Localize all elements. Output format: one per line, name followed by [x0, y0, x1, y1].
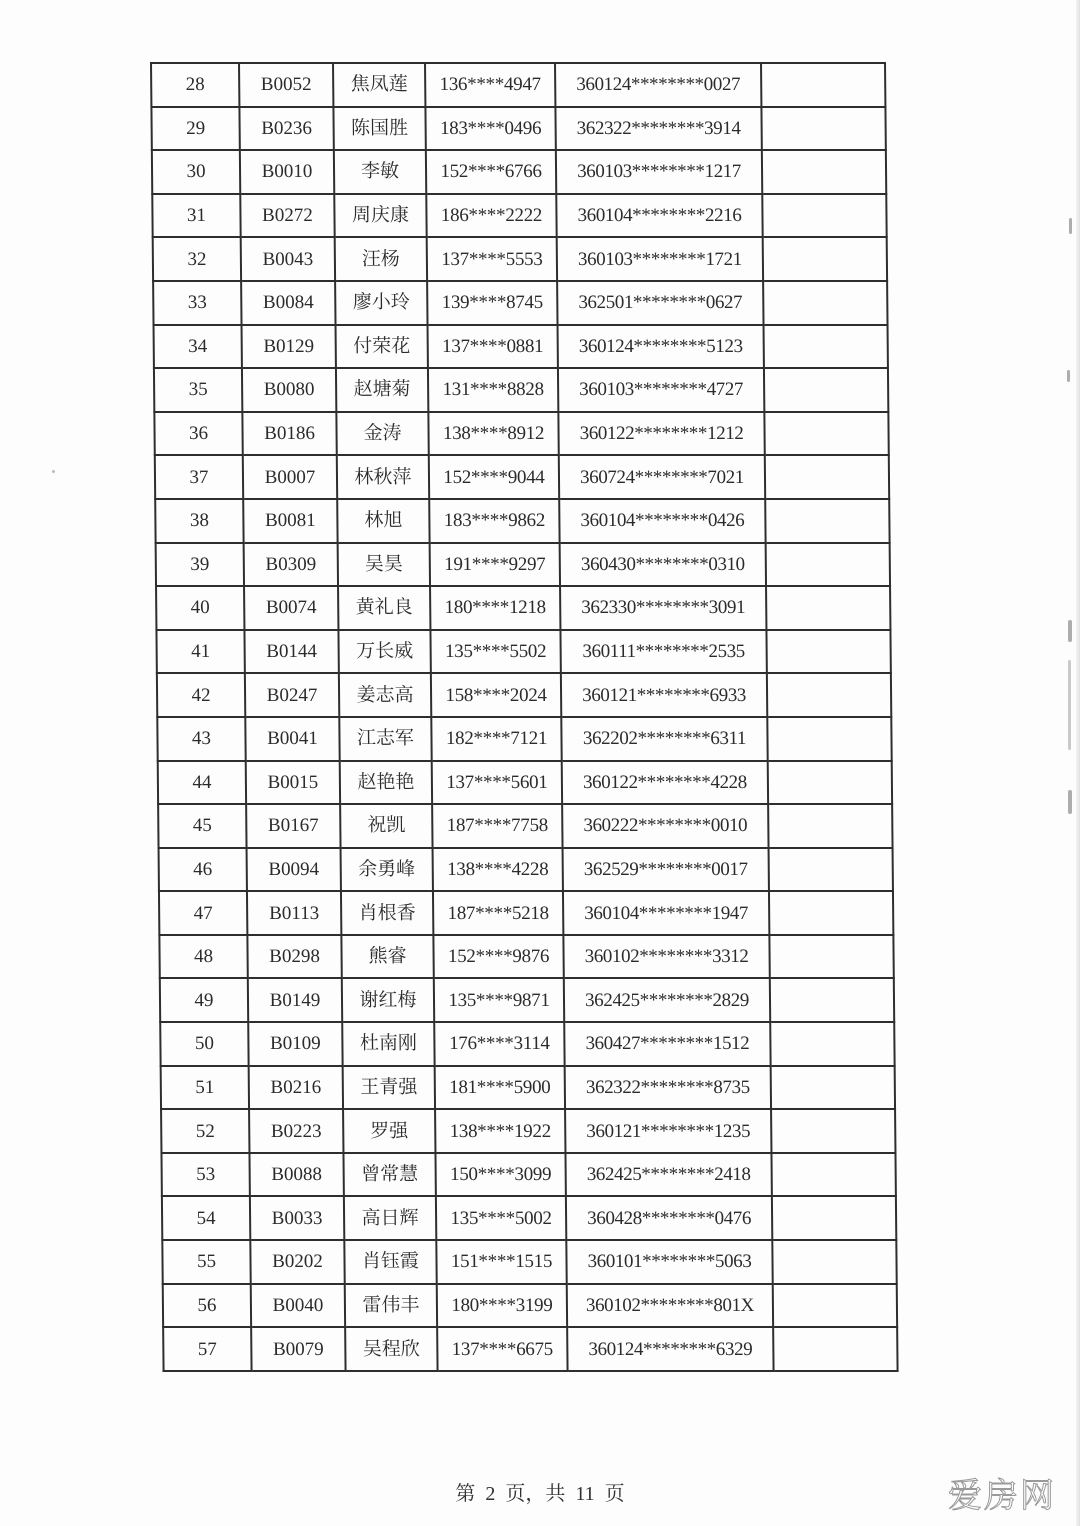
table-row: [154, 325, 888, 369]
applicant-code-cell: B0309: [244, 543, 338, 587]
applicant-code-cell: B0109: [248, 1022, 342, 1066]
scan-speck: [52, 470, 55, 473]
phone-number-cell: 187****5218: [433, 891, 563, 935]
applicant-code-cell: B0144: [244, 630, 338, 674]
table-row: [162, 1240, 896, 1284]
row-number-cell: 31: [152, 194, 240, 238]
row-number-cell: 37: [155, 455, 243, 499]
row-number-cell: 49: [160, 978, 248, 1022]
note-cell: [771, 1153, 895, 1197]
phone-number-cell: 137****6675: [437, 1327, 567, 1371]
note-cell: [761, 107, 885, 151]
applicant-name-cell: 汪杨: [335, 237, 427, 281]
applicant-name-cell: 吴昊: [338, 543, 430, 587]
total-pages-number: 11: [575, 1483, 595, 1505]
applicant-code-cell: B0247: [245, 673, 339, 717]
note-cell: [763, 281, 887, 325]
scan-edge-mark: [1067, 370, 1070, 382]
table-row: [158, 761, 892, 805]
applicant-name-cell: 杜南刚: [342, 1022, 434, 1066]
note-cell: [765, 455, 889, 499]
applicant-code-cell: B0041: [245, 717, 339, 761]
note-cell: [762, 194, 886, 238]
page-label-suffix: 页: [604, 1483, 625, 1505]
applicant-code-cell: B0298: [247, 935, 341, 979]
phone-number-cell: 137****5553: [427, 237, 557, 281]
row-number-cell: 56: [163, 1284, 251, 1328]
table-row: [154, 368, 888, 412]
applicant-name-cell: 罗强: [343, 1109, 435, 1153]
applicant-name-cell: 李敏: [334, 150, 426, 194]
roster-table-body: [151, 63, 898, 1371]
id-number-cell: 360124********0027: [555, 63, 761, 107]
applicant-code-cell: B0186: [242, 412, 336, 456]
applicant-code-cell: B0236: [239, 107, 333, 151]
applicant-name-cell: 金涛: [336, 412, 428, 456]
phone-number-cell: 138****8912: [428, 412, 558, 456]
applicant-code-cell: B0272: [240, 194, 334, 238]
note-cell: [767, 717, 891, 761]
applicant-code-cell: B0216: [249, 1066, 343, 1110]
row-number-cell: 35: [154, 368, 242, 412]
table-row: [157, 717, 891, 761]
phone-number-cell: 151****1515: [436, 1240, 566, 1284]
row-number-cell: 28: [151, 63, 239, 107]
phone-number-cell: 187****7758: [432, 804, 562, 848]
applicant-name-cell: 江志军: [339, 717, 431, 761]
id-number-cell: 362425********2418: [565, 1153, 771, 1197]
id-number-cell: 360103********1217: [556, 150, 762, 194]
applicant-code-cell: B0015: [246, 761, 340, 805]
applicant-name-cell: 肖根香: [341, 891, 433, 935]
phone-number-cell: 191****9297: [430, 543, 560, 587]
table-row: [163, 1284, 897, 1328]
applicant-name-cell: 焦凤莲: [333, 63, 425, 107]
scan-edge-mark: [1068, 790, 1072, 814]
table-row: [161, 1153, 895, 1197]
id-number-cell: 360724********7021: [559, 455, 765, 499]
row-number-cell: 29: [151, 107, 239, 151]
id-number-cell: 360122********4228: [562, 761, 768, 805]
table-row: [157, 673, 891, 717]
page-label-mid: 页，共: [505, 1483, 566, 1505]
table-row: [162, 1196, 896, 1240]
table-row: [151, 63, 885, 107]
applicant-name-cell: 吴程欣: [345, 1327, 437, 1371]
row-number-cell: 45: [158, 804, 246, 848]
row-number-cell: 32: [153, 237, 241, 281]
applicant-name-cell: 付荣花: [336, 325, 428, 369]
table-row: [152, 194, 886, 238]
applicant-name-cell: 万长威: [338, 630, 430, 674]
table-row: [153, 237, 887, 281]
id-number-cell: 362322********8735: [565, 1066, 771, 1110]
note-cell: [766, 543, 890, 587]
page-edge-shadow: [1076, 0, 1080, 1526]
id-number-cell: 360102********3312: [563, 935, 769, 979]
row-number-cell: 41: [156, 630, 244, 674]
site-watermark: 爱房网: [948, 1476, 1056, 1516]
note-cell: [769, 891, 893, 935]
note-cell: [768, 761, 892, 805]
row-number-cell: 44: [158, 761, 246, 805]
applicant-name-cell: 陈国胜: [333, 107, 425, 151]
id-number-cell: 360222********0010: [562, 804, 768, 848]
applicant-code-cell: B0088: [249, 1153, 343, 1197]
applicant-code-cell: B0149: [248, 978, 342, 1022]
scan-edge-mark: [1068, 620, 1072, 642]
applicant-code-cell: B0080: [242, 368, 336, 412]
phone-number-cell: 137****5601: [432, 761, 562, 805]
note-cell: [773, 1327, 897, 1371]
applicant-name-cell: 高日辉: [344, 1196, 436, 1240]
page-footer: [0, 1477, 1080, 1506]
row-number-cell: 48: [159, 935, 247, 979]
note-cell: [764, 412, 888, 456]
applicant-name-cell: 王青强: [343, 1066, 435, 1110]
table-row: [159, 848, 893, 892]
phone-number-cell: 152****9876: [433, 935, 563, 979]
applicant-code-cell: B0040: [251, 1284, 345, 1328]
note-cell: [764, 368, 888, 412]
roster-table: [150, 62, 899, 1372]
applicant-name-cell: 肖钰霞: [344, 1240, 436, 1284]
id-number-cell: 362425********2829: [564, 978, 770, 1022]
table-row: [163, 1327, 897, 1371]
row-number-cell: 51: [161, 1066, 249, 1110]
id-number-cell: 360124********5123: [558, 325, 764, 369]
row-number-cell: 46: [159, 848, 247, 892]
page-label-prefix: 第: [455, 1483, 476, 1505]
row-number-cell: 40: [156, 586, 244, 630]
phone-number-cell: 138****1922: [435, 1109, 565, 1153]
applicant-name-cell: 赵塘菊: [336, 368, 428, 412]
row-number-cell: 42: [157, 673, 245, 717]
row-number-cell: 43: [157, 717, 245, 761]
note-cell: [771, 1109, 895, 1153]
table-row: [155, 499, 889, 543]
row-number-cell: 53: [161, 1153, 249, 1197]
scan-edge-mark: [1068, 660, 1071, 750]
note-cell: [772, 1196, 896, 1240]
applicant-code-cell: B0010: [240, 150, 334, 194]
phone-number-cell: 181****5900: [435, 1066, 565, 1110]
row-number-cell: 54: [162, 1196, 250, 1240]
applicant-name-cell: 祝凯: [340, 804, 432, 848]
note-cell: [769, 848, 893, 892]
id-number-cell: 362330********3091: [560, 586, 766, 630]
applicant-code-cell: B0043: [241, 237, 335, 281]
phone-number-cell: 138****4228: [433, 848, 563, 892]
applicant-code-cell: B0094: [247, 848, 341, 892]
phone-number-cell: 136****4947: [425, 63, 555, 107]
note-cell: [767, 673, 891, 717]
note-cell: [766, 586, 890, 630]
applicant-name-cell: 谢红梅: [342, 978, 434, 1022]
applicant-code-cell: B0081: [243, 499, 337, 543]
applicant-code-cell: B0167: [246, 804, 340, 848]
id-number-cell: 360104********1947: [563, 891, 769, 935]
table-row: [155, 455, 889, 499]
table-row: [156, 630, 890, 674]
applicant-name-cell: 林旭: [337, 499, 429, 543]
id-number-cell: 360102********801X: [567, 1284, 773, 1328]
phone-number-cell: 183****9862: [429, 499, 559, 543]
applicant-code-cell: B0113: [247, 891, 341, 935]
table-row: [158, 804, 892, 848]
id-number-cell: 362322********3914: [555, 107, 761, 151]
id-number-cell: 362202********6311: [561, 717, 767, 761]
table-row: [154, 412, 888, 456]
applicant-name-cell: 赵艳艳: [340, 761, 432, 805]
id-number-cell: 360428********0476: [566, 1196, 772, 1240]
phone-number-cell: 182****7121: [431, 717, 561, 761]
phone-number-cell: 152****9044: [429, 455, 559, 499]
note-cell: [766, 630, 890, 674]
applicant-name-cell: 曾常慧: [343, 1153, 435, 1197]
phone-number-cell: 150****3099: [435, 1153, 565, 1197]
note-cell: [763, 237, 887, 281]
applicant-code-cell: B0007: [243, 455, 337, 499]
note-cell: [764, 325, 888, 369]
note-cell: [765, 499, 889, 543]
id-number-cell: 360427********1512: [564, 1022, 770, 1066]
note-cell: [770, 1022, 894, 1066]
id-number-cell: 360121********6933: [561, 673, 767, 717]
phone-number-cell: 176****3114: [434, 1022, 564, 1066]
applicant-code-cell: B0223: [249, 1109, 343, 1153]
applicant-name-cell: 廖小玲: [335, 281, 427, 325]
roster-table-container: [150, 62, 899, 1372]
phone-number-cell: 137****0881: [428, 325, 558, 369]
phone-number-cell: 158****2024: [431, 673, 561, 717]
table-row: [159, 935, 893, 979]
note-cell: [769, 935, 893, 979]
note-cell: [768, 804, 892, 848]
applicant-name-cell: 林秋萍: [337, 455, 429, 499]
table-row: [161, 1109, 895, 1153]
row-number-cell: 30: [152, 150, 240, 194]
id-number-cell: 360104********2216: [556, 194, 762, 238]
table-row: [156, 543, 890, 587]
phone-number-cell: 139****8745: [427, 281, 557, 325]
row-number-cell: 34: [154, 325, 242, 369]
phone-number-cell: 180****1218: [430, 586, 560, 630]
note-cell: [762, 150, 886, 194]
row-number-cell: 55: [162, 1240, 250, 1284]
id-number-cell: 360103********1721: [557, 237, 763, 281]
scan-edge-mark: [1069, 218, 1072, 234]
table-row: [151, 107, 885, 151]
note-cell: [772, 1240, 896, 1284]
note-cell: [761, 63, 885, 107]
table-row: [153, 281, 887, 325]
applicant-name-cell: 黄礼良: [338, 586, 430, 630]
phone-number-cell: 135****5002: [436, 1196, 566, 1240]
current-page-number: 2: [485, 1483, 496, 1505]
applicant-code-cell: B0084: [241, 281, 335, 325]
id-number-cell: 360104********0426: [559, 499, 765, 543]
row-number-cell: 52: [161, 1109, 249, 1153]
applicant-code-cell: B0079: [251, 1327, 345, 1371]
table-row: [161, 1066, 895, 1110]
id-number-cell: 360101********5063: [566, 1240, 772, 1284]
row-number-cell: 33: [153, 281, 241, 325]
row-number-cell: 57: [163, 1327, 251, 1371]
applicant-name-cell: 姜志高: [339, 673, 431, 717]
id-number-cell: 360124********6329: [567, 1327, 773, 1371]
applicant-code-cell: B0129: [242, 325, 336, 369]
row-number-cell: 36: [154, 412, 242, 456]
phone-number-cell: 186****2222: [426, 194, 556, 238]
table-row: [156, 586, 890, 630]
phone-number-cell: 183****0496: [425, 107, 555, 151]
applicant-code-cell: B0202: [250, 1240, 344, 1284]
phone-number-cell: 152****6766: [426, 150, 556, 194]
id-number-cell: 360121********1235: [565, 1109, 771, 1153]
applicant-name-cell: 周庆康: [334, 194, 426, 238]
row-number-cell: 50: [160, 1022, 248, 1066]
id-number-cell: 362501********0627: [557, 281, 763, 325]
applicant-name-cell: 余勇峰: [341, 848, 433, 892]
table-row: [159, 891, 893, 935]
row-number-cell: 47: [159, 891, 247, 935]
id-number-cell: 360103********4727: [558, 368, 764, 412]
phone-number-cell: 135****5502: [430, 630, 560, 674]
table-row: [160, 1022, 894, 1066]
table-row: [152, 150, 886, 194]
applicant-code-cell: B0033: [250, 1196, 344, 1240]
note-cell: [770, 978, 894, 1022]
id-number-cell: 360122********1212: [558, 412, 764, 456]
applicant-name-cell: 熊睿: [341, 935, 433, 979]
phone-number-cell: 180****3199: [437, 1284, 567, 1328]
phone-number-cell: 131****8828: [428, 368, 558, 412]
row-number-cell: 38: [155, 499, 243, 543]
applicant-code-cell: B0052: [239, 63, 333, 107]
id-number-cell: 360430********0310: [560, 543, 766, 587]
note-cell: [771, 1066, 895, 1110]
table-row: [160, 978, 894, 1022]
id-number-cell: 362529********0017: [563, 848, 769, 892]
row-number-cell: 39: [156, 543, 244, 587]
applicant-code-cell: B0074: [244, 586, 338, 630]
phone-number-cell: 135****9871: [434, 978, 564, 1022]
applicant-name-cell: 雷伟丰: [345, 1284, 437, 1328]
id-number-cell: 360111********2535: [560, 630, 766, 674]
note-cell: [773, 1284, 897, 1328]
